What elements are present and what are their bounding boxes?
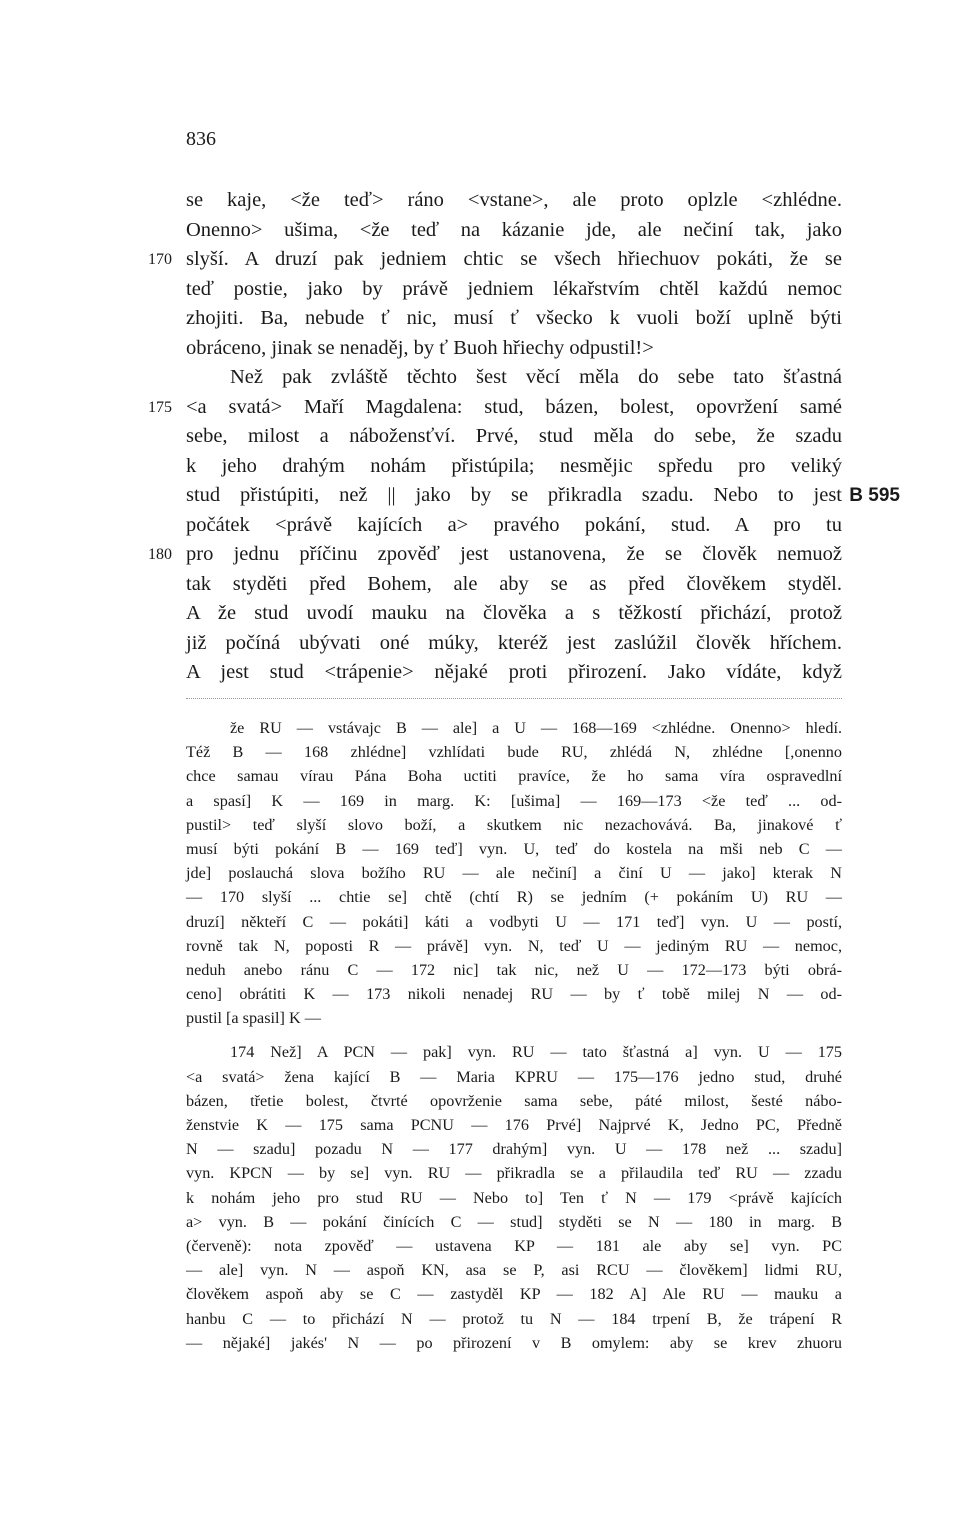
text-line — [186, 334, 842, 364]
text-line — [186, 629, 842, 659]
text-line — [148, 540, 842, 570]
line-text: <a svatá> Maří Magdalena: stud, bázen, bolest, opovržení samé — [186, 395, 842, 418]
apparatus-line: ceno] obrátiti K — 173 nikoli nenadej RU — by ť tobě milej N — od- — [186, 985, 842, 1004]
apparatus-line: <a svatá> žena kající B — Maria KPRU — 175—176 jedno stud, druhé — [186, 1067, 842, 1086]
critical-apparatus — [186, 716, 842, 1355]
text-line — [186, 570, 842, 600]
apparatus-line: chce samau vírau Pána Boha uctiti pravíce, že ho sama víra ospravedlní — [186, 767, 842, 786]
apparatus-line: a> vyn. B — pokání činících C — stud] styděti se N — 180 in marg. B — [186, 1212, 842, 1231]
apparatus-line: druzí] někteří C — pokáti] káti a vodbyti U — 171 teď] vyn. U — postí, — [186, 912, 842, 931]
page-number: 836 — [186, 128, 216, 150]
text-line — [186, 216, 842, 246]
text-line — [186, 511, 842, 541]
apparatus-line: pustil [a spasil] K — — [186, 1009, 321, 1028]
apparatus-line: hanbu C — to přichází N — protož tu N — 184 trpení B, že trápení R — [186, 1309, 842, 1328]
line-text: se kaje, <že teď> ráno <vstane>, ale proto oplzle <zhlédne. — [186, 189, 842, 211]
line-text: A že stud uvodí mauku na člověka a s těžkostí přichází, protož — [186, 602, 842, 624]
text-line — [186, 363, 842, 393]
apparatus-block-2 — [186, 1040, 842, 1354]
text-line — [186, 186, 842, 216]
line-text: zhojiti. Ba, nebude ť nic, musí ť všecko k vuoli boží uplně býti — [186, 307, 842, 329]
apparatus-line: jde] poslauchá slova božího RU — ale nečiní] a činí U — jako] kterak N — [186, 864, 842, 883]
apparatus-block-1 — [186, 716, 842, 1030]
main-text — [148, 186, 900, 688]
line-text: Než pak zvláště těchto šest věcí měla do sebe tato šťastná — [230, 366, 842, 388]
apparatus-line: vyn. KPCN — by se] vyn. RU — přikradla se a přilaudila teď RU — zzadu — [186, 1164, 842, 1183]
line-number: 170 — [148, 251, 172, 268]
apparatus-line: bázen, třetie bolest, čtvrté opovrženie sama sebe, páté milost, šesté nábo- — [186, 1091, 842, 1110]
apparatus-line: k nohám jeho pro stud RU — Nebo to] Ten ť N — 179 <právě kajících — [186, 1188, 842, 1207]
apparatus-line: 174 Než] A PCN — pak] vyn. RU — tato šťastná a] vyn. U — 175 — [230, 1043, 842, 1062]
line-text: slyší. A druzí pak jedniem chtic se všech hřiechuov pokáti, že se — [186, 248, 842, 270]
line-text: již počíná ubývati oné múky, kteréž jest zaslúžil člověk hříchem. — [186, 631, 842, 654]
line-number: 180 — [148, 546, 172, 563]
line-text: obráceno, jinak se nenaděj, by ť Buoh hřiechy odpustil!> — [186, 336, 654, 359]
text-line — [186, 422, 842, 452]
apparatus-line: Též B — 168 zhlédne] vzhlídati bude RU, zhlédá N, zhlédne [,onenno — [186, 743, 842, 762]
text-line — [186, 658, 842, 688]
margin-sigla: B 595 — [849, 485, 900, 506]
apparatus-line: musí býti pokání B — 169 teď] vyn. U, teď do kostela na mši neb C — — [186, 839, 842, 858]
line-text: počátek <právě kajících a> pravého pokání, stud. A pro tu — [186, 513, 842, 536]
line-text: stud přistúpiti, než || jako by se přikradla szadu. Nebo to jest — [186, 484, 842, 506]
line-text: A jest stud <trápenie> nějaké proti přirození. Jako vídáte, když — [186, 661, 842, 683]
line-text: tak styděti před Bohem, ale aby se as před člověkem styděl. — [186, 572, 842, 595]
apparatus-line: že RU — vstávajc B — ale] a U — 168—169 <zhlédne. Onenno> hledí. — [230, 719, 842, 737]
text-line — [148, 245, 842, 275]
text-line — [186, 481, 900, 511]
apparatus-line: člověkem aspoň aby se C — zastyděl KP — 182 A] Ale RU — mauku a — [186, 1285, 842, 1304]
text-line — [186, 304, 842, 334]
line-text: k jeho drahým nohám přistúpila; nesmějic spředu pro veliký — [186, 454, 842, 477]
apparatus-line: — nějaké] jakés' N — po přirození v B omylem: aby se krev zhuoru — [186, 1333, 842, 1352]
apparatus-line: a spasí] K — 169 in marg. K: [ušima] — 169—173 <že teď ... od- — [186, 791, 842, 810]
apparatus-line: — 170 slyší ... chtie se] chtě (chtí R) se jedním (+ pokáním U) RU — — [186, 888, 842, 907]
footnote-separator — [186, 698, 842, 699]
apparatus-line: (červeně): nota zpověď — ustavena KP — 181 ale aby se] vyn. PC — [186, 1236, 842, 1255]
text-line — [186, 599, 842, 629]
apparatus-line: ženstvie K — 175 sama PCNU — 176 Prvé] Najprvé K, Jedno PC, Předně — [186, 1116, 842, 1134]
line-number: 175 — [148, 398, 172, 416]
apparatus-line: pustil> teď slyší slovo boží, a skutkem nic nezachovává. Ba, jinakové ť — [186, 815, 842, 834]
apparatus-line: — ale] vyn. N — aspoň KN, asa se P, asi RCU — člověkem] lidmi RU, — [186, 1261, 842, 1280]
line-text: sebe, milost a nábožensťví. Prvé, stud měla do sebe, že szadu — [186, 425, 842, 447]
text-line — [186, 452, 842, 482]
apparatus-line: rovně tak N, poposti R — právě] vyn. N, teď U — jediným RU — nemoc, — [186, 936, 842, 955]
text-line — [186, 275, 842, 305]
apparatus-line: neduh anebo ránu C — 172 nic] tak nic, než U — 172—173 býti obrá- — [186, 960, 842, 979]
line-text: Onenno> ušima, <že teď na kázanie jde, ale nečiní tak, jako — [186, 218, 842, 241]
line-text: pro jednu příčinu zpověď jest ustanovena, že se člověk nemuož — [186, 543, 842, 565]
text-line — [148, 393, 842, 423]
apparatus-line: N — szadu] pozadu N — 177 drahým] vyn. U — 178 než ... szadu] — [186, 1140, 842, 1159]
line-text: teď postie, jako by právě jedniem lékařstvím chtěl každú nemoc — [186, 277, 842, 300]
